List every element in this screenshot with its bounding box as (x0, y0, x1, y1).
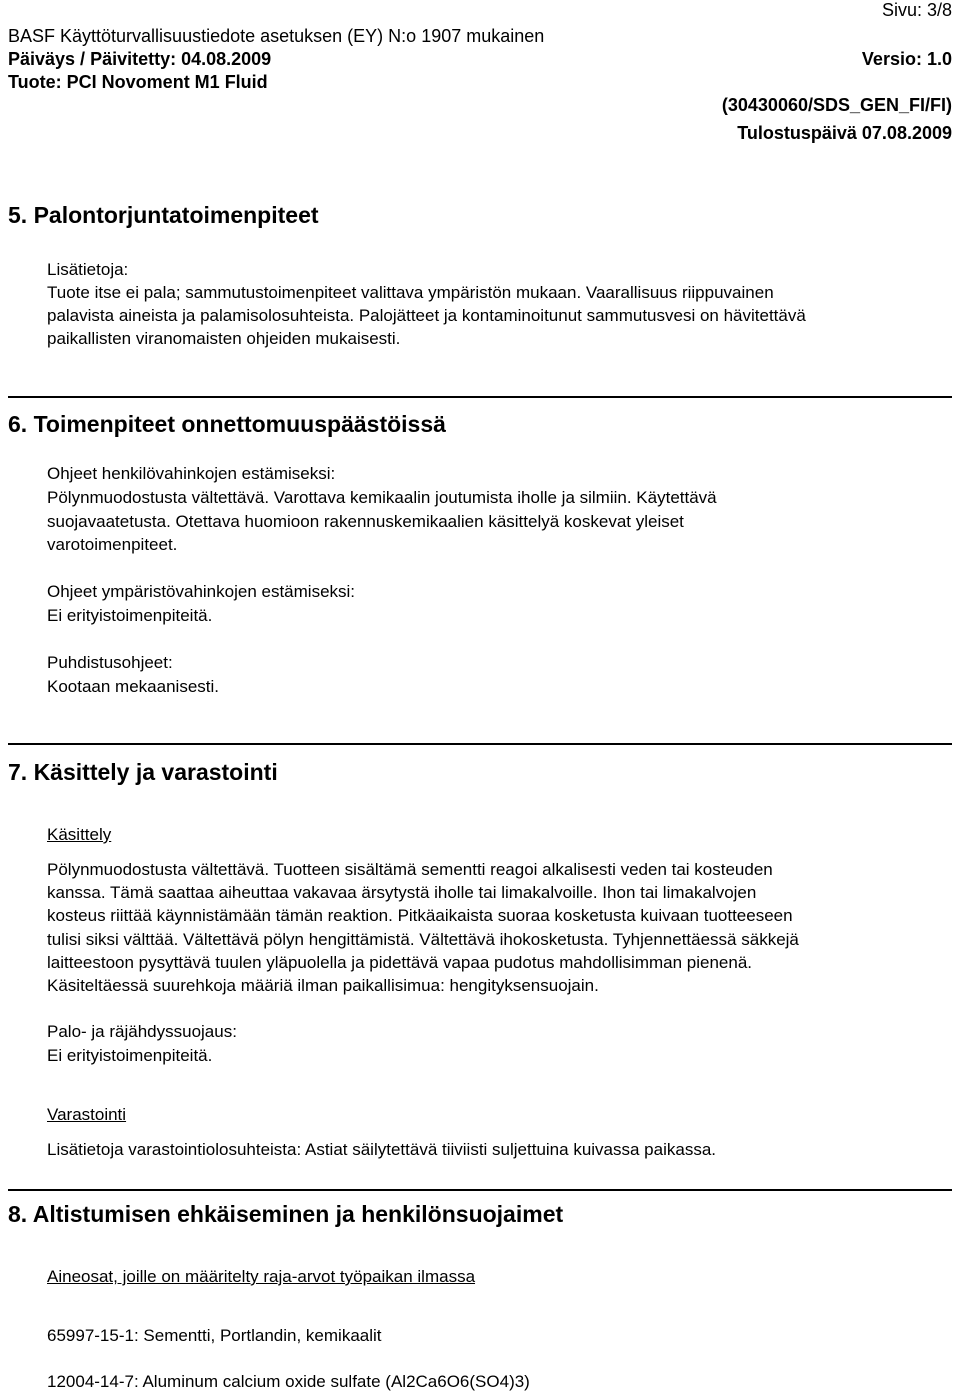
revision-date (8, 49, 271, 70)
section-5-title: 5. Palontorjuntatoimenpiteet (8, 202, 319, 228)
section-8-title: 8. Altistumisen ehkäiseminen ja henkilönsuojaimet (8, 1201, 564, 1227)
date-value: 04.08.2009 (181, 49, 272, 69)
divider (8, 1189, 952, 1191)
handling-line: tulisi siksi välttää. Vältettävä pölyn hengittämistä. Vältettävä ihokosketusta. Tyhjennettäessä säkkejä (47, 930, 799, 949)
cleanup-label: Puhdistusohjeet: (47, 653, 173, 672)
handling-line: kosteus riittää käynnistämään tämän reaktion. Pitkäaikaista suoraa kosketusta kuivaan tuotteeseen (47, 906, 793, 925)
personal-precautions-line: varotoimenpiteet. (47, 535, 178, 554)
version-label: Versio: (861, 49, 922, 69)
section-7-title: 7. Käsittely ja varastointi (8, 759, 278, 785)
handling-line: Pölynmuodostusta vältettävä. Tuotteen sisältämä sementti reagoi alkalisesti veden tai kosteuden (47, 860, 773, 879)
cleanup-text: Kootaan mekaanisesti. (47, 677, 219, 696)
component-item: 65997-15-1: Sementti, Portlandin, kemikaalit (47, 1326, 382, 1345)
divider (8, 396, 952, 398)
section-5-label: Lisätietoja: (47, 260, 129, 279)
fire-protection-text: Ei erityistoimenpiteitä. (47, 1046, 213, 1065)
version (862, 49, 952, 70)
product-label: Tuote: (8, 72, 62, 92)
print-date: Tulostuspäivä 07.08.2009 (737, 123, 952, 143)
version-value: 1.0 (926, 49, 952, 69)
handling-line: laitteestoon pysyttävä tuulen yläpuolella ja pidettävä vapaa pudotus mahdollisimman pienenä. (47, 953, 753, 972)
regulation-line: BASF Käyttöturvallisuustiedote asetuksen (EY) N:o 1907 mukainen (8, 26, 545, 46)
personal-precautions-line: Pölynmuodostusta vältettävä. Varottava kemikaalin joutumista iholle ja silmiin. Käytettävä (47, 488, 717, 507)
doc-code: (30430060/SDS_GEN_FI/FI) (721, 95, 952, 115)
product-line (8, 72, 268, 93)
personal-precautions-line: suojavaatetusta. Otettava huomioon rakennuskemikaalien käsittelyä koskevat yleiset (47, 512, 684, 531)
section-5-line: palavista aineista ja palamisolosuhteista. Palojätteet ja kontaminoitunut sammutusvesi on hävitettävä (47, 306, 806, 325)
exposure-limits-label: Aineosat, joille on määritelty raja-arvot työpaikan ilmassa (47, 1267, 476, 1286)
storage-text: Lisätietoja varastointiolosuhteista: Astiat säilytettävä tiiviisti suljettuina kuivassa paikassa. (47, 1140, 717, 1159)
environment-label: Ohjeet ympäristövahinkojen estämiseksi: (47, 582, 356, 601)
section-5-line: paikallisten viranomaisten ohjeiden mukaisesti. (47, 329, 401, 348)
component-item: 12004-14-7: Aluminum calcium oxide sulfate (Al2Ca6O6(SO4)3) (47, 1372, 530, 1391)
divider (8, 743, 952, 745)
date-label: Päiväys / Päivitetty: (8, 49, 177, 69)
environment-text: Ei erityistoimenpiteitä. (47, 606, 213, 625)
handling-label: Käsittely (47, 825, 112, 844)
personal-precautions-label: Ohjeet henkilövahinkojen estämiseksi: (47, 464, 336, 483)
section-5-line: Tuote itse ei pala; sammutustoimenpiteet valittava ympäristön mukaan. Vaarallisuus riippuvainen (47, 283, 774, 302)
storage-label: Varastointi (47, 1105, 127, 1124)
section-6-title: 6. Toimenpiteet onnettomuuspäästöissä (8, 411, 446, 437)
fire-protection-label: Palo- ja räjähdyssuojaus: (47, 1022, 237, 1041)
handling-line: kanssa. Tämä saattaa aiheuttaa vakavaa ärsytystä iholle tai limakalvoille. Ihon tai limakalvojen (47, 883, 757, 902)
product-name: PCI Novoment M1 Fluid (66, 72, 268, 92)
handling-line: Käsiteltäessä suurehkoja määriä ilman paikallisimua: hengityksensuojain. (47, 976, 599, 995)
page-number: Sivu: 3/8 (881, 0, 952, 20)
